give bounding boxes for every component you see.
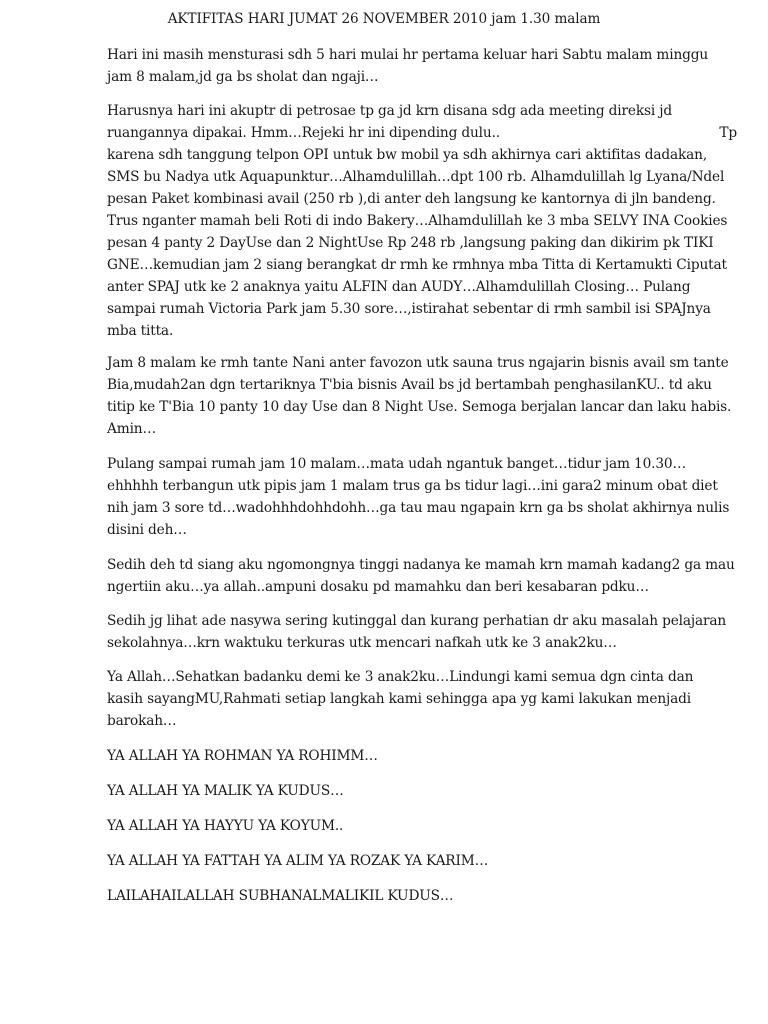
prayer-line-5: [107, 885, 737, 907]
text-line: Sedih deh td siang aku ngomongnya tinggi nadanya ke mamah krn mamah kadang2 ga mau: [107, 557, 735, 573]
paragraph-4: [107, 453, 737, 541]
text-line: YA ALLAH YA FATTAH YA ALIM YA ROZAK YA KARIM…: [107, 853, 489, 869]
text-line: GNE…kemudian jam 2 siang berangkat dr rmh ke rmhnya mba Titta di Kertamukti Ciputat: [107, 257, 727, 273]
text-line: [107, 122, 737, 144]
paragraph-5: [107, 554, 737, 598]
paragraph-1: [107, 44, 737, 88]
text-line: kasih sayangMU,Rahmati setiap langkah kami sehingga apa yg kami lakukan menjadi: [107, 691, 691, 707]
text-line-right: Tp: [719, 125, 737, 141]
text-line: pesan Paket kombinasi avail (250 rb ),di anter deh langsung ke kantornya di jln bandeng.: [107, 191, 716, 207]
text-line: karena sdh tanggung telpon OPI untuk bw mobil ya sdh akhirnya cari aktifitas dadakan,: [107, 147, 708, 163]
prayer-line-3: [107, 815, 737, 837]
text-line: anter SPAJ utk ke 2 anaknya yaitu ALFIN dan AUDY…Alhamdulillah Closing… Pulang: [107, 279, 691, 295]
text-line: mba titta.: [107, 323, 174, 339]
text-line: Jam 8 malam ke rmh tante Nani anter favozon utk sauna trus ngajarin bisnis avail sm tante: [107, 355, 729, 371]
text-line: sampai rumah Victoria Park jam 5.30 sore…,istirahat sebentar di rmh sambil isi SPAJnya: [107, 301, 711, 317]
prayer-line-1: [107, 745, 737, 767]
paragraph-2: [107, 100, 737, 342]
text-line: pesan 4 panty 2 DayUse dan 2 NightUse Rp 248 rb ,langsung paking dan dikirim pk TIKI: [107, 235, 714, 251]
text-line: Trus nganter mamah beli Roti di indo Bakery…Alhamdulillah ke 3 mba SELVY INA Cookies: [107, 213, 728, 229]
text-line: titip ke T'Bia 10 panty 10 day Use dan 8 Night Use. Semoga berjalan lancar dan laku habis.: [107, 399, 732, 415]
text-line: disini deh…: [107, 522, 187, 538]
paragraph-3: [107, 352, 737, 440]
text-line: SMS bu Nadya utk Aquapunktur…Alhamdulillah…dpt 100 rb. Alhamdulillah lg Lyana/Ndel: [107, 169, 725, 185]
text-line: barokah…: [107, 713, 177, 729]
text-line: LAILAHAILALLAH SUBHANALMALIKIL KUDUS…: [107, 888, 454, 904]
text-line: ehhhhh terbangun utk pipis jam 1 malam trus ga bs tidur lagi…ini gara2 minum obat diet: [107, 478, 718, 494]
text-line: ngertiin aku…ya allah..ampuni dosaku pd mamahku dan beri kesabaran pdku…: [107, 579, 649, 595]
text-line: nih jam 3 sore td…wadohhhdohhdohh…ga tau mau ngapain krn ga bs sholat akhirnya nulis: [107, 500, 730, 516]
text-line: Ya Allah…Sehatkan badanku demi ke 3 anak2ku…Lindungi kami semua dgn cinta dan: [107, 669, 694, 685]
text-line: jam 8 malam,jd ga bs sholat dan ngaji…: [107, 69, 379, 85]
text-line: Pulang sampai rumah jam 10 malam…mata udah ngantuk banget…tidur jam 10.30…: [107, 456, 687, 472]
text-line: YA ALLAH YA HAYYU YA KOYUM..: [107, 818, 344, 834]
document-title: AKTIFITAS HARI JUMAT 26 NOVEMBER 2010 jam 1.30 malam: [167, 11, 601, 27]
text-line: Hari ini masih mensturasi sdh 5 hari mulai hr pertama keluar hari Sabtu malam minggu: [107, 47, 709, 63]
text-line: Sedih jg lihat ade nasywa sering kutinggal dan kurang perhatian dr aku masalah pelajaran: [107, 613, 727, 629]
paragraph-7: [107, 666, 737, 732]
text-line: YA ALLAH YA MALIK YA KUDUS…: [107, 783, 344, 799]
paragraph-6: [107, 610, 737, 654]
prayer-line-2: [107, 780, 737, 802]
text-line: sekolahnya…krn waktuku terkuras utk mencari nafkah utk ke 3 anak2ku…: [107, 635, 617, 651]
text-line: Harusnya hari ini akuptr di petrosae tp ga jd krn disana sdg ada meeting direksi jd: [107, 103, 673, 119]
text-line-left: ruangannya dipakai. Hmm…Rejeki hr ini dipending dulu..: [107, 125, 500, 141]
prayer-line-4: [107, 850, 737, 872]
text-line: YA ALLAH YA ROHMAN YA ROHIMM…: [107, 748, 378, 764]
text-line: Amin…: [107, 421, 156, 437]
text-line: Bia,mudah2an dgn tertariknya T'bia bisnis Avail bs jd bertambah penghasilanKU.. td aku: [107, 377, 712, 393]
